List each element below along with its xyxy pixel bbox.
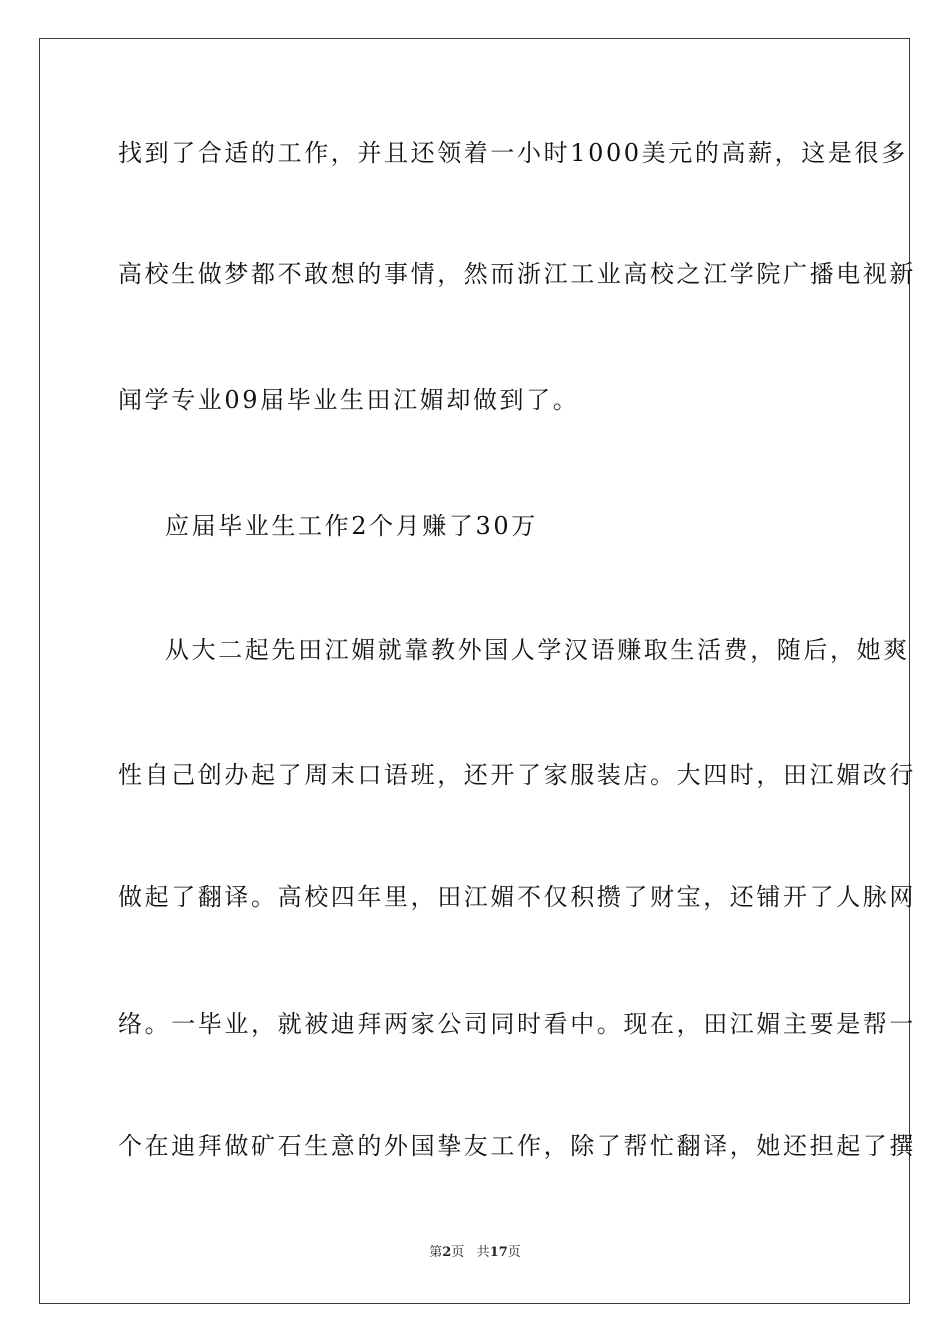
paragraph-3-line-1: 从大二起先田江媚就靠教外国人学汉语赚取生活费，随后，她爽 [165, 636, 910, 664]
paragraph-1-line-3: 闻学专业09届毕业生田江媚却做到了。 [118, 386, 580, 414]
paragraph-3-line-2: 性自己创办起了周末口语班，还开了家服装店。大四时，田江媚改行 [118, 761, 916, 789]
footer-page-prefix: 第 [429, 1245, 443, 1260]
footer-page-total: 17 [489, 1245, 508, 1260]
paragraph-1-line-2: 高校生做梦都不敢想的事情，然而浙江工业高校之江学院广播电视新 [118, 260, 916, 288]
paragraph-3-line-4: 络。一毕业，就被迪拜两家公司同时看中。现在，田江媚主要是帮一 [118, 1010, 916, 1038]
footer-page-current: 2 [442, 1245, 452, 1260]
footer-total-unit: 页 [507, 1245, 521, 1260]
page-border [39, 38, 916, 1304]
paragraph-3-line-3: 做起了翻译。高校四年里，田江媚不仅积攒了财宝，还铺开了人脉网 [118, 883, 916, 911]
footer-total-prefix: 共 [476, 1245, 490, 1260]
footer-page-unit: 页 [451, 1245, 465, 1260]
paragraph-3-line-5: 个在迪拜做矿石生意的外国挚友工作，除了帮忙翻译，她还担起了撰 [118, 1132, 916, 1160]
section-heading: 应届毕业生工作2个月赚了30万 [165, 512, 538, 540]
paragraph-1-line-1: 找到了合适的工作，并且还领着一小时1000美元的高薪，这是很多 [118, 139, 908, 167]
page-footer [0, 1244, 950, 1262]
